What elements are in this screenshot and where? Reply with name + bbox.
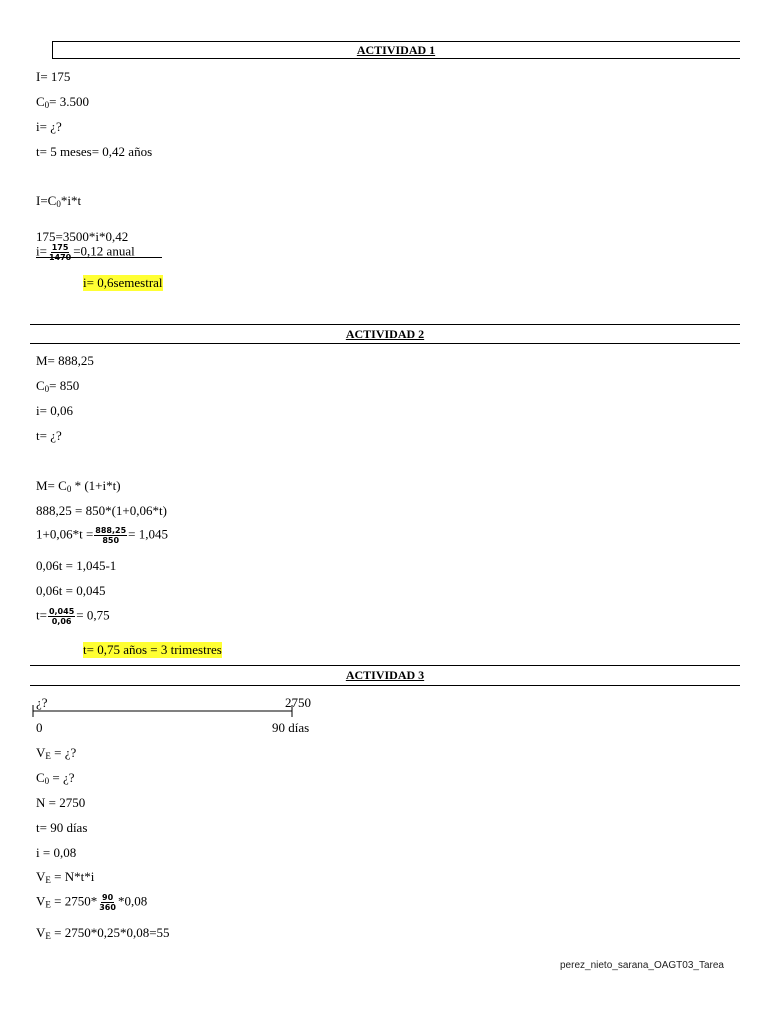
a2-line-rate: i= 0,06 [36,403,73,418]
a1-eq2-numerator: 175 [51,243,69,252]
a3-line-nominal: N = 2750 [36,795,86,810]
a3-eq1-symbol: V [36,893,46,909]
a3-eq2-rest: = 2750*0,25*0,08=55 [50,925,170,940]
a1-line-rate: i= ¿? [36,119,62,134]
activity-2-title: ACTIVIDAD 2 [345,327,425,341]
a3-eq1-b: = 2750* [50,893,98,909]
a1-capital-value: = 3.500 [49,94,90,109]
a3-formula [36,869,94,885]
a2-equation-5 [36,607,110,626]
a1-formula-b: *i*t [60,193,82,208]
a1-eq2-denominator: 1470 [48,253,72,262]
a3-l2-value: = ¿? [49,770,75,785]
a1-eq2-fraction [48,243,72,262]
a3-eq1-fraction [98,893,117,912]
timeline-top-left-label: ¿? [36,695,48,710]
a3-eq2-sub: E [45,931,51,941]
activity-3-top-rule [30,665,740,666]
a3-l1-symbol: V [36,745,46,760]
a2-formula-b: * (1+i*t) [71,478,121,493]
a3-formula-sub: E [45,875,51,885]
a2-line-amount: M= 888,25 [36,353,94,368]
a2-eq5-fraction [48,607,75,626]
a3-line-time: t= 90 días [36,820,88,835]
a3-l1-value: = ¿? [50,745,77,760]
a1-line-time: t= 5 meses= 0,42 años [36,144,153,159]
a1-equation-1: 175=3500*i*0,42 [36,229,129,244]
a3-formula-rest: = N*t*i [50,869,95,884]
a1-capital-sub: 0 [44,100,50,110]
a2-line-time: t= ¿? [36,428,62,443]
a2-eq5-denominator: 0,06 [51,617,72,626]
a2-eq5-a: t= [36,607,47,623]
a3-formula-symbol: V [36,869,46,884]
a2-eq2-b: = 1,045 [128,526,168,542]
a1-strike-line [36,257,162,258]
a3-eq1-numerator: 90 [102,893,114,902]
a1-line-capital [36,94,89,110]
a2-equation-2 [36,526,168,545]
a1-result-highlight: i= 0,6semestral [83,275,163,290]
a1-formula-sub: 0 [56,199,61,209]
timeline-bottom-left-label: 0 [36,720,43,735]
a2-formula [36,478,121,494]
a2-eq2-numerator: 888,25 [95,526,127,535]
a2-capital-sub: 0 [44,384,50,394]
activity-3-title: ACTIVIDAD 3 [345,668,425,682]
a2-formula-a: M= C [36,478,67,493]
a2-capital-value: = 850 [49,378,80,393]
timeline-axis [30,704,300,718]
activity-2-bottom-rule [30,343,740,344]
timeline-top-right-label: 2750 [285,695,311,710]
a2-eq2-fraction [94,526,127,545]
a3-equation-2 [36,925,170,941]
a3-line-effective-value [36,745,76,761]
a2-result-highlight: t= 0,75 años = 3 trimestres [83,642,222,657]
a1-formula-a: I=C [36,193,57,208]
page-footer: perez_nieto_sarana_OAGT03_Tarea [560,960,724,971]
a2-eq5-b: = 0,75 [76,607,110,623]
a1-formula [36,193,81,209]
a1-capital-symbol: C [36,94,45,109]
a2-capital-symbol: C [36,378,45,393]
activity-3-bottom-rule [30,685,740,686]
a1-line-interest: I= 175 [36,69,71,84]
a1-equation-2 [36,243,135,262]
a3-eq1-sub: E [45,899,51,910]
a3-eq1-c: *0,08 [117,893,148,909]
a2-line-capital [36,378,79,394]
a3-l2-sub: 0 [44,776,50,786]
a1-eq2-a: i= [36,243,47,259]
a1-eq2-b: =0,12 anual [73,243,135,259]
a2-formula-sub: 0 [66,484,72,494]
activity-2-top-rule [30,324,740,325]
timeline-bottom-right-label: 90 días [272,720,310,735]
a3-eq1-denominator: 360 [99,903,116,912]
a3-equation-1 [36,893,147,912]
a3-line-capital [36,770,75,786]
activity-1-title: ACTIVIDAD 1 [356,43,436,57]
a2-eq5-numerator: 0,045 [48,607,75,616]
a2-equation-4: 0,06t = 0,045 [36,583,106,598]
a2-equation-1: 888,25 = 850*(1+0,06*t) [36,503,167,518]
a3-line-rate: i = 0,08 [36,845,77,860]
a3-eq2-symbol: V [36,925,46,940]
a2-eq2-a: 1+0,06*t = [36,526,94,542]
a2-eq2-denominator: 850 [102,536,120,545]
a3-l1-sub: E [45,751,51,761]
a3-l2-symbol: C [36,770,45,785]
a2-equation-3: 0,06t = 1,045-1 [36,558,117,573]
